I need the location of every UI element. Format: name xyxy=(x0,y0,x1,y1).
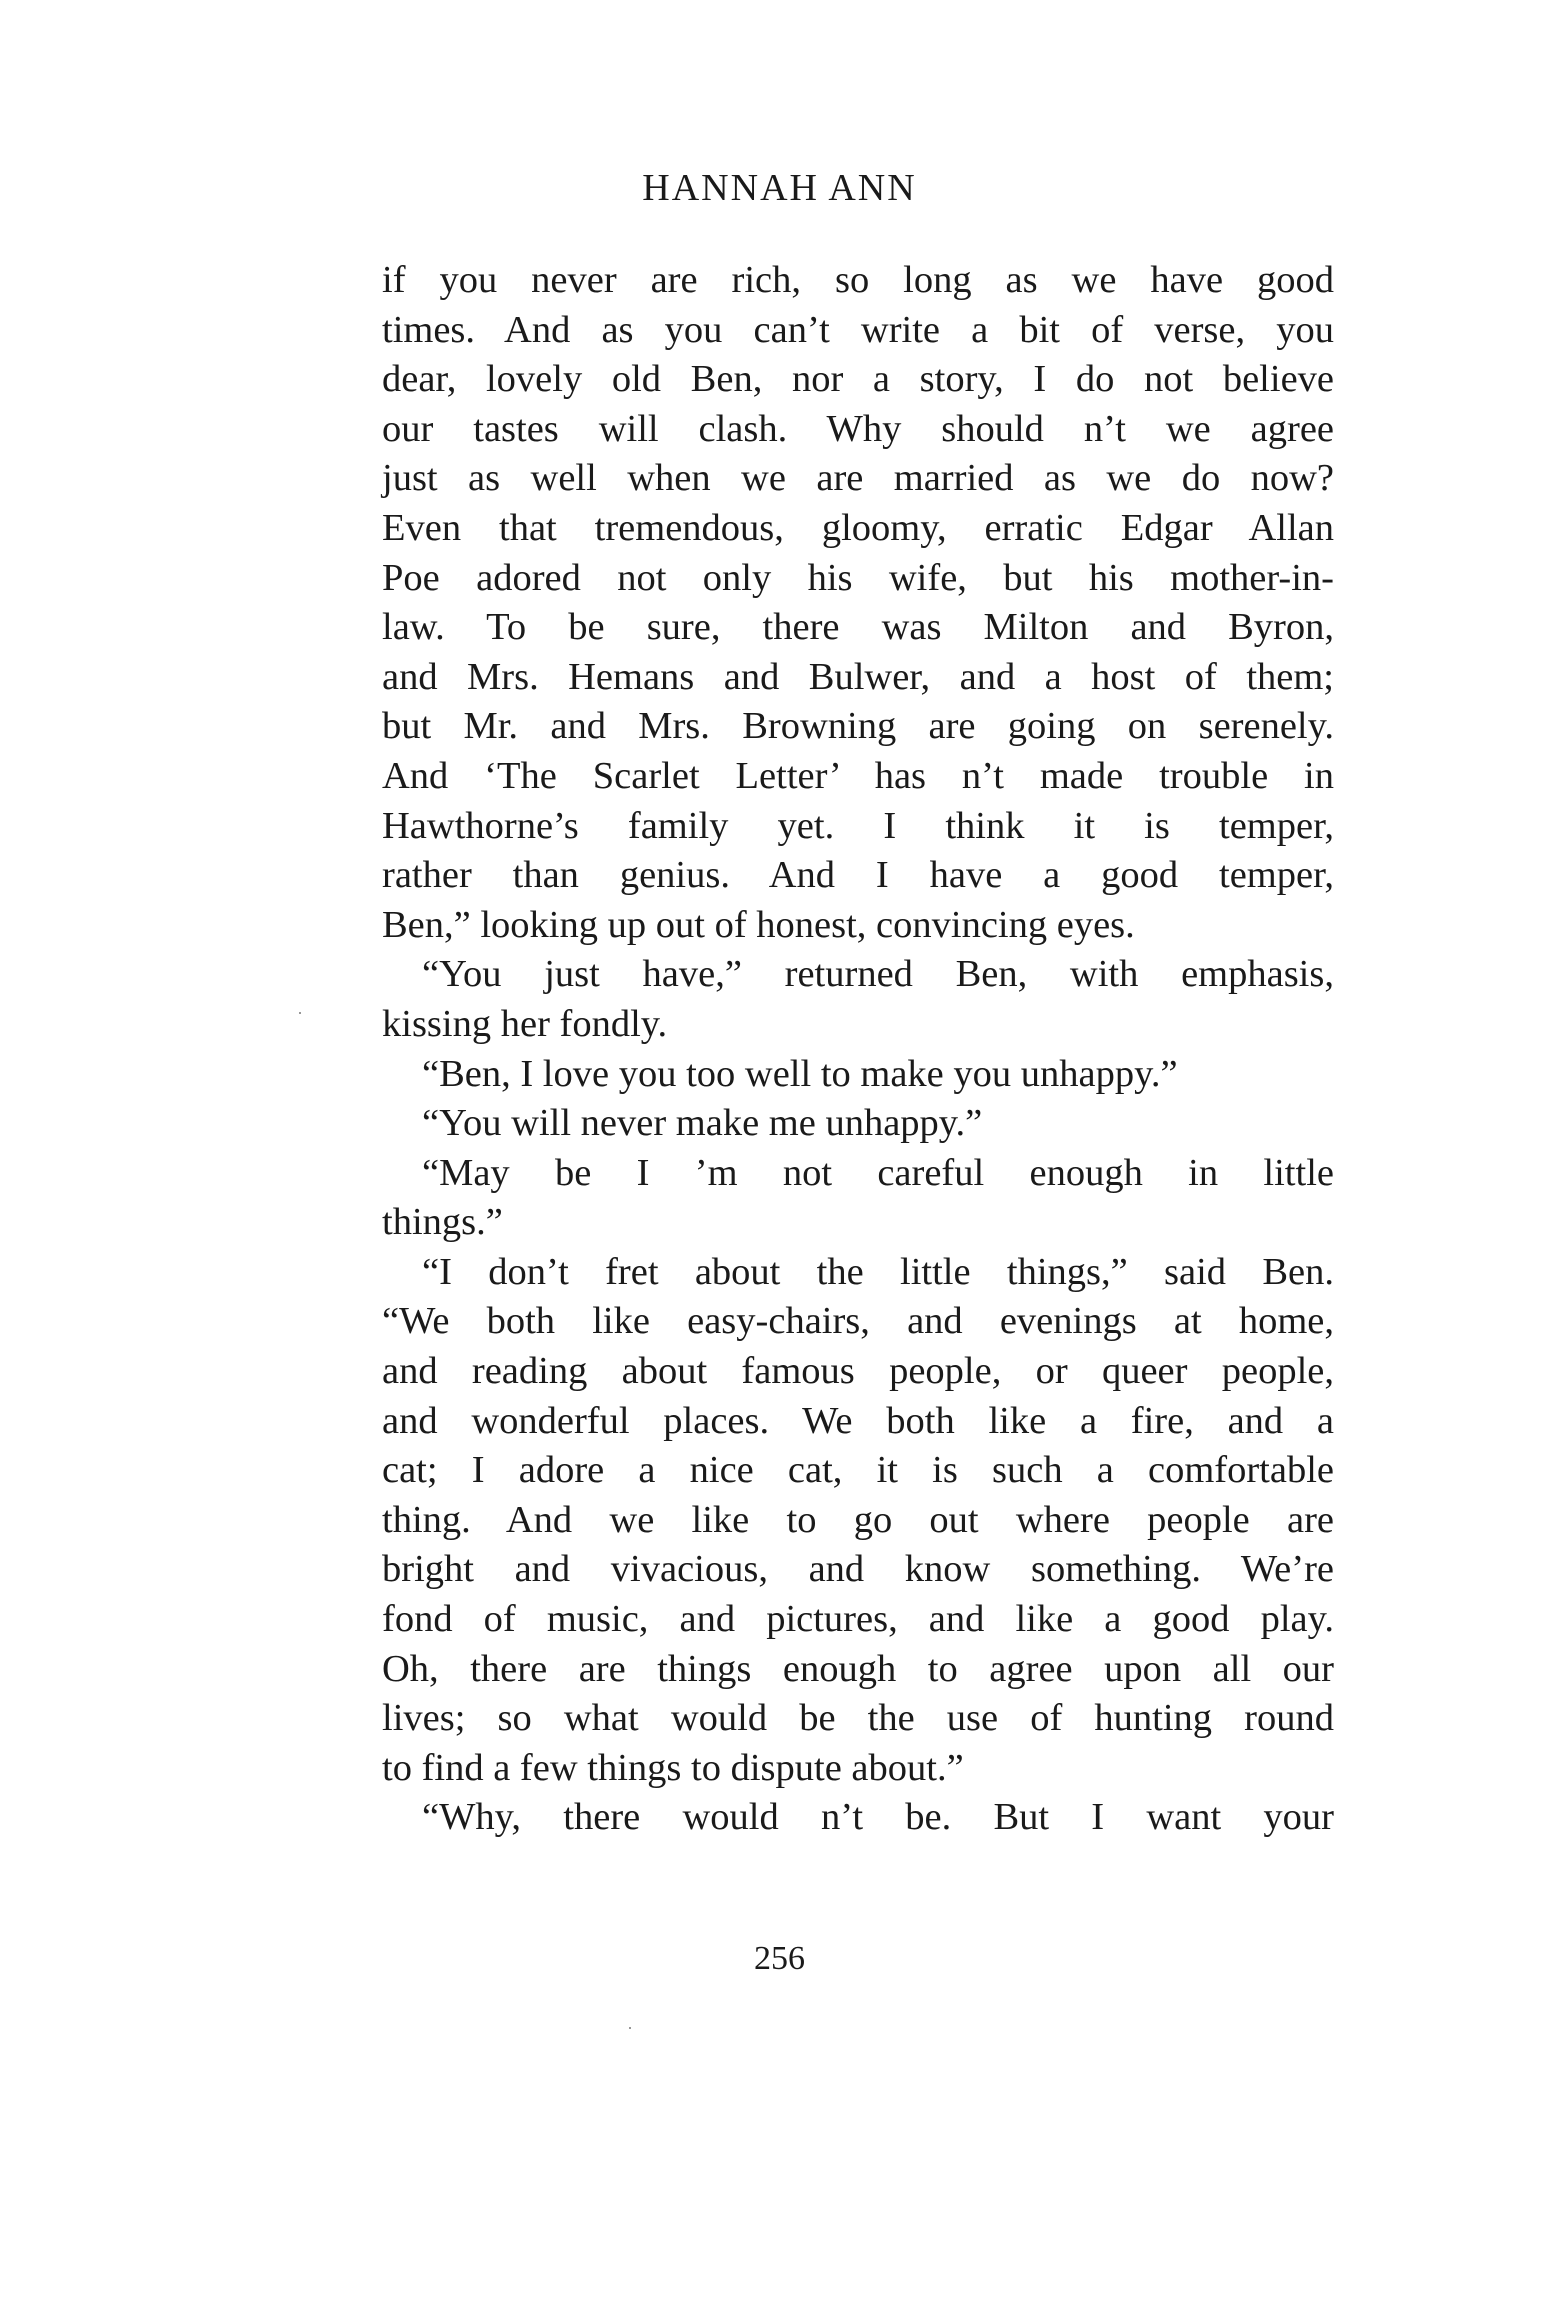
text-line: “You just have,” returned Ben, with emphasis, xyxy=(422,953,1334,996)
text-line: our tastes will clash. Why should n’t we agree xyxy=(382,407,1334,450)
text-line: to find a few things to dispute about.” xyxy=(382,1746,964,1789)
text-line: “I don’t fret about the little things,” said Ben. xyxy=(422,1250,1334,1293)
text-line: lives; so what would be the use of hunting round xyxy=(382,1697,1334,1740)
text-line: “You will never make me unhappy.” xyxy=(422,1102,983,1145)
running-title: HANNAH ANN xyxy=(642,167,917,209)
text-line: and wonderful places. We both like a fire, and a xyxy=(382,1399,1334,1442)
text-line: and reading about famous people, or queer people, xyxy=(382,1350,1334,1393)
text-line: “We both like easy-chairs, and evenings at home, xyxy=(382,1300,1334,1343)
text-line: things.” xyxy=(382,1201,503,1244)
text-line: and Mrs. Hemans and Bulwer, and a host of them; xyxy=(382,655,1334,698)
text-line: kissing her fondly. xyxy=(382,1002,668,1045)
page-number: 256 xyxy=(754,1940,805,1977)
text-line: “Why, there would n’t be. But I want your xyxy=(422,1796,1334,1839)
text-line: dear, lovely old Ben, nor a story, I do not believe xyxy=(382,358,1334,401)
print-speck xyxy=(629,2027,631,2029)
text-line: Ben,” looking up out of honest, convincing eyes. xyxy=(382,903,1135,946)
print-speck xyxy=(299,1012,301,1014)
text-line: cat; I adore a nice cat, it is such a comfortable xyxy=(382,1449,1334,1492)
text-line: bright and vivacious, and know something. We’re xyxy=(382,1548,1334,1591)
body-text xyxy=(382,256,1334,1843)
text-line: times. And as you can’t write a bit of verse, you xyxy=(382,308,1334,351)
text-line: if you never are rich, so long as we have good xyxy=(382,259,1334,301)
text-line: Oh, there are things enough to agree upon all our xyxy=(382,1647,1334,1690)
text-line: thing. And we like to go out where people are xyxy=(382,1498,1334,1541)
text-line: rather than genius. And I have a good temper, xyxy=(382,854,1334,897)
text-line: “May be I ’m not careful enough in little xyxy=(422,1151,1334,1194)
text-line: Hawthorne’s family yet. I think it is temper, xyxy=(382,804,1334,847)
text-line: And ‘The Scarlet Letter’ has n’t made trouble in xyxy=(382,754,1334,797)
text-line: law. To be sure, there was Milton and Byron, xyxy=(382,606,1334,649)
text-line: “Ben, I love you too well to make you unhappy.” xyxy=(422,1052,1178,1095)
text-line: but Mr. and Mrs. Browning are going on serenely. xyxy=(382,705,1334,748)
text-line: Poe adored not only his wife, but his mother-in- xyxy=(382,556,1334,599)
text-line: Even that tremendous, gloomy, erratic Edgar Allan xyxy=(382,506,1334,549)
text-line: fond of music, and pictures, and like a good play. xyxy=(382,1598,1334,1641)
text-line: just as well when we are married as we do now? xyxy=(382,457,1334,500)
